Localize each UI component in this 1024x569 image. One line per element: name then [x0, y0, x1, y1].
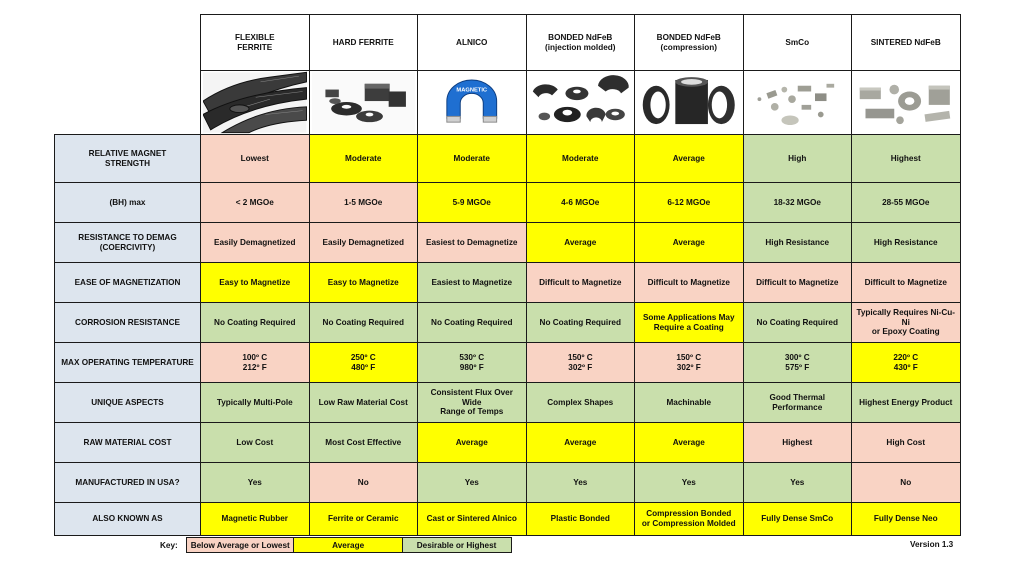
table-row — [55, 135, 961, 183]
table-cell: Machinable — [635, 383, 744, 423]
table-cell: Low Cost — [201, 423, 310, 463]
row-label: RELATIVE MAGNET STRENGTH — [55, 135, 201, 183]
row-label: (BH) max — [55, 183, 201, 223]
table-cell: Fully Dense SmCo — [743, 503, 852, 536]
table-cell: No Coating Required — [526, 303, 635, 343]
alnico-magnet-text: MAGNETIC — [456, 87, 488, 94]
table-cell: 250º C 480º F — [309, 343, 418, 383]
column-header: BONDED NdFeB (injection molded) — [526, 15, 635, 71]
row-label: EASE OF MAGNETIZATION — [55, 263, 201, 303]
table-cell: Average — [635, 423, 744, 463]
hard-ferrite-magnets-image — [309, 71, 418, 135]
row-label: RESISTANCE TO DEMAG (COERCIVITY) — [55, 223, 201, 263]
key-below-average: Below Average or Lowest — [186, 537, 295, 553]
column-header: HARD FERRITE — [309, 15, 418, 71]
table-cell: No — [309, 463, 418, 503]
row-label: MANUFACTURED IN USA? — [55, 463, 201, 503]
corner-blank — [55, 15, 201, 71]
column-header: BONDED NdFeB (compression) — [635, 15, 744, 71]
table-cell: High Resistance — [852, 223, 961, 263]
table-cell: 1-5 MGOe — [309, 183, 418, 223]
table-cell: Average — [526, 223, 635, 263]
table-cell: Average — [635, 223, 744, 263]
table-cell: 18-32 MGOe — [743, 183, 852, 223]
table-cell: Average — [526, 423, 635, 463]
row-label: ALSO KNOWN AS — [55, 503, 201, 536]
color-key — [160, 537, 510, 553]
table-cell: No Coating Required — [309, 303, 418, 343]
table-cell: Difficult to Magnetize — [526, 263, 635, 303]
table-cell: Easy to Magnetize — [201, 263, 310, 303]
table-cell: Yes — [526, 463, 635, 503]
table-cell: No Coating Required — [743, 303, 852, 343]
row-label: UNIQUE ASPECTS — [55, 383, 201, 423]
sintered-ndfeb-magnets-image — [852, 71, 961, 135]
table-cell: Typically Multi-Pole — [201, 383, 310, 423]
table-cell: Ferrite or Ceramic — [309, 503, 418, 536]
table-cell: Easiest to Demagnetize — [418, 223, 527, 263]
table-cell: High — [743, 135, 852, 183]
table-cell: Good Thermal Performance — [743, 383, 852, 423]
table-cell: 4-6 MGOe — [526, 183, 635, 223]
table-cell: 5-9 MGOe — [418, 183, 527, 223]
table-cell: Average — [418, 423, 527, 463]
column-header: ALNICO — [418, 15, 527, 71]
table-cell: Low Raw Material Cost — [309, 383, 418, 423]
key-label: Key: — [160, 540, 178, 550]
table-cell: 28-55 MGOe — [852, 183, 961, 223]
version-label: Version 1.3 — [910, 540, 954, 549]
table-cell: No Coating Required — [418, 303, 527, 343]
table-cell: Most Cost Effective — [309, 423, 418, 463]
table-cell: Yes — [743, 463, 852, 503]
table-cell: Average — [635, 135, 744, 183]
key-average: Average — [293, 537, 403, 553]
table-cell: High Resistance — [743, 223, 852, 263]
table-row — [55, 463, 961, 503]
table-cell: Easily Demagnetized — [201, 223, 310, 263]
table-row — [55, 503, 961, 536]
table-cell: Plastic Bonded — [526, 503, 635, 536]
header-row — [55, 15, 961, 71]
key-desirable: Desirable or Highest — [402, 537, 512, 553]
table-row — [55, 383, 961, 423]
table-cell: Difficult to Magnetize — [635, 263, 744, 303]
table-cell: Complex Shapes — [526, 383, 635, 423]
table-cell: Easy to Magnetize — [309, 263, 418, 303]
table-cell: 6-12 MGOe — [635, 183, 744, 223]
table-cell: Moderate — [309, 135, 418, 183]
column-header: SmCo — [743, 15, 852, 71]
table-cell: Highest Energy Product — [852, 383, 961, 423]
table-cell: Some Applications May Require a Coating — [635, 303, 744, 343]
table-cell: Compression Bonded or Compression Molded — [635, 503, 744, 536]
table-cell: Moderate — [526, 135, 635, 183]
table-cell: Highest — [852, 135, 961, 183]
table-row — [55, 423, 961, 463]
table-cell: Difficult to Magnetize — [743, 263, 852, 303]
table-cell: Typically Requires Ni-Cu-Ni or Epoxy Coating — [852, 303, 961, 343]
table-cell: Easiest to Magnetize — [418, 263, 527, 303]
table-cell: Fully Dense Neo — [852, 503, 961, 536]
table-cell: 150º C 302º F — [635, 343, 744, 383]
table-cell: Highest — [743, 423, 852, 463]
table-cell: Lowest — [201, 135, 310, 183]
flexible-ferrite-strips-image — [201, 71, 310, 135]
row-label: MAX OPERATING TEMPERATURE — [55, 343, 201, 383]
table-cell: Cast or Sintered Alnico — [418, 503, 527, 536]
row-label: RAW MATERIAL COST — [55, 423, 201, 463]
image-row — [55, 71, 961, 135]
table-cell: 530º C 980º F — [418, 343, 527, 383]
smco-small-magnets-image — [743, 71, 852, 135]
table-cell: No Coating Required — [201, 303, 310, 343]
table-cell: 150º C 302º F — [526, 343, 635, 383]
table-row — [55, 263, 961, 303]
corner-blank-image — [55, 71, 201, 135]
magnet-comparison-table — [54, 14, 961, 536]
alnico-horseshoe-magnet-image — [418, 71, 527, 135]
column-header: FLEXIBLE FERRITE — [201, 15, 310, 71]
table-cell: 220º C 430º F — [852, 343, 961, 383]
bonded-ndfeb-injection-parts-image — [526, 71, 635, 135]
column-header: SINTERED NdFeB — [852, 15, 961, 71]
row-label: CORROSION RESISTANCE — [55, 303, 201, 343]
table-row — [55, 223, 961, 263]
table-cell: 300º C 575º F — [743, 343, 852, 383]
table-cell: Yes — [635, 463, 744, 503]
table-cell: Moderate — [418, 135, 527, 183]
table-cell: < 2 MGOe — [201, 183, 310, 223]
table-cell: 100º C 212º F — [201, 343, 310, 383]
table-cell: Consistent Flux Over Wide Range of Temps — [418, 383, 527, 423]
table-row — [55, 303, 961, 343]
bonded-ndfeb-compression-rings-image — [635, 71, 744, 135]
table-cell: Easily Demagnetized — [309, 223, 418, 263]
table-cell: Yes — [418, 463, 527, 503]
table-cell: Magnetic Rubber — [201, 503, 310, 536]
table-cell: Yes — [201, 463, 310, 503]
table-row — [55, 343, 961, 383]
table-row — [55, 183, 961, 223]
table-cell: High Cost — [852, 423, 961, 463]
table-cell: Difficult to Magnetize — [852, 263, 961, 303]
table-cell: No — [852, 463, 961, 503]
